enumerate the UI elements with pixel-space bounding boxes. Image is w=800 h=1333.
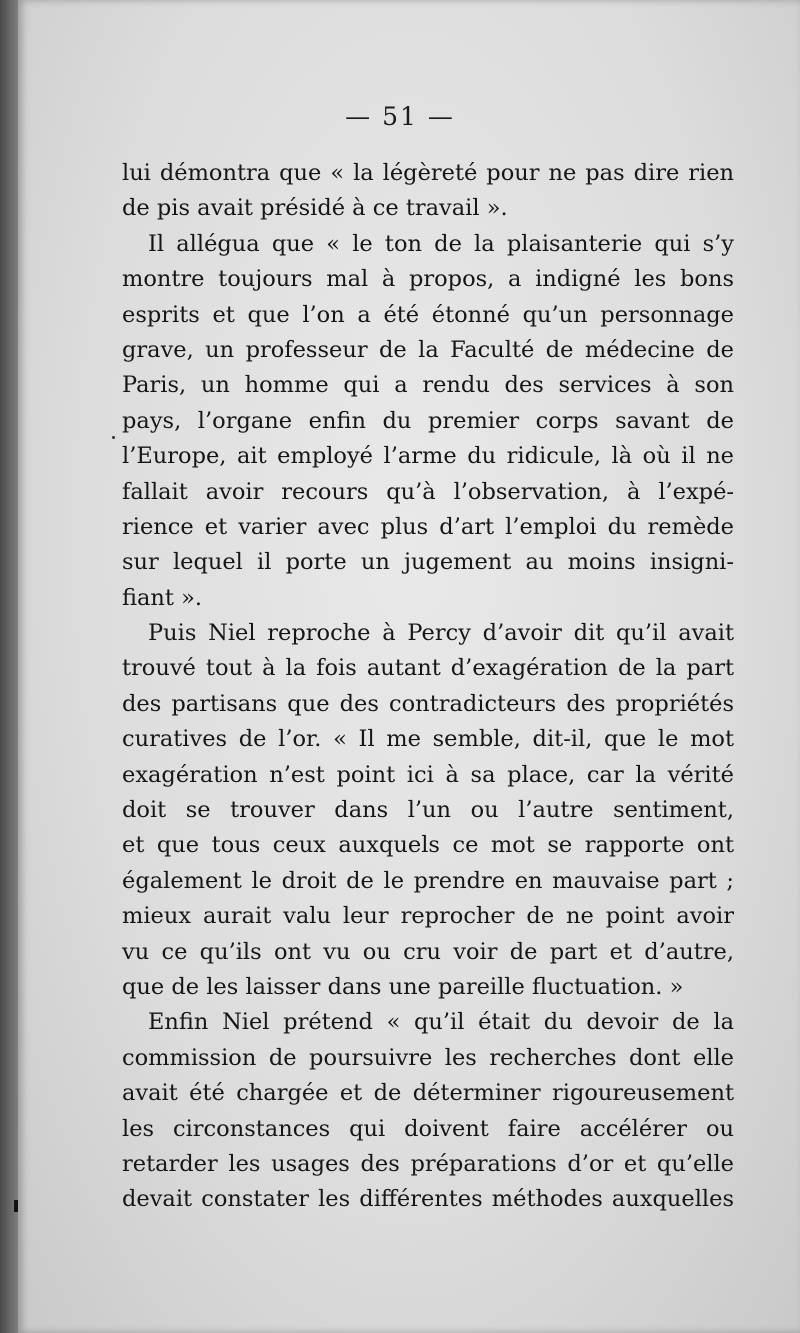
text-line: curatives de l’or. « Il me semble, dit-il, que le mot — [122, 726, 734, 753]
text-line: Il allégua que « le ton de la plaisanterie qui s’y — [148, 230, 734, 257]
text-line: vu ce qu’ils ont vu ou cru voir de part et d’autre, — [122, 938, 734, 965]
text-line: Enfin Niel prétend « qu’il était du devoir de la — [148, 1009, 734, 1036]
text-line: l’Europe, ait employé l’arme du ridicule, là où il ne — [122, 443, 734, 470]
text-line: esprits et que l’on a été étonné qu’un personnage — [122, 301, 734, 328]
body-text — [122, 156, 734, 1218]
text-line: grave, un professeur de la Faculté de médecine de — [122, 336, 734, 363]
text-line: exagération n’est point ici à sa place, car la vérité — [122, 761, 734, 788]
page-number: — 51 — — [345, 102, 455, 131]
margin-speck — [112, 436, 115, 439]
text-line: lui démontra que « la légèreté pour ne pas dire rien — [122, 160, 734, 186]
text-line: des partisans que des contradicteurs des propriétés — [122, 690, 734, 717]
text-line: retarder les usages des préparations d’or et qu’elle — [122, 1150, 734, 1177]
text-line: pays, l’organe enfin du premier corps savant de — [122, 407, 734, 434]
margin-mark — [14, 1200, 18, 1212]
text-line: et que tous ceux auxquels ce mot se rapporte ont — [122, 832, 734, 859]
text-line: également le droit de le prendre en mauvaise part ; — [122, 867, 734, 894]
text-line: devait constater les différentes méthodes auxquelles — [122, 1186, 734, 1213]
text-line: les circonstances qui doivent faire accélérer ou — [122, 1115, 734, 1142]
text-line: sur lequel il porte un jugement au moins insigni- — [122, 549, 734, 576]
text-line: de pis avait présidé à ce travail ». — [122, 195, 508, 222]
text-line: commission de poursuivre les recherches dont elle — [122, 1044, 734, 1071]
text-line: doit se trouver dans l’un ou l’autre sentiment, — [122, 797, 734, 824]
text-line: fallait avoir recours qu’à l’observation, à l’expé- — [122, 478, 734, 505]
text-line: rience et varier avec plus d’art l’emploi du remède — [122, 513, 734, 540]
text-line: fiant ». — [122, 584, 203, 611]
text-line: Puis Niel reproche à Percy d’avoir dit qu’il avait — [148, 620, 734, 647]
text-line: que de les laisser dans une pareille fluctuation. » — [122, 973, 684, 1000]
text-line: montre toujours mal à propos, a indigné les bons — [122, 266, 734, 293]
text-line: Paris, un homme qui a rendu des services à son — [122, 372, 734, 399]
text-line: trouvé tout à la fois autant d’exagération de la part — [122, 655, 734, 682]
text-line: mieux aurait valu leur reprocher de ne point avoir — [122, 903, 734, 930]
text-line: avait été chargée et de déterminer rigoureusement — [122, 1080, 734, 1107]
